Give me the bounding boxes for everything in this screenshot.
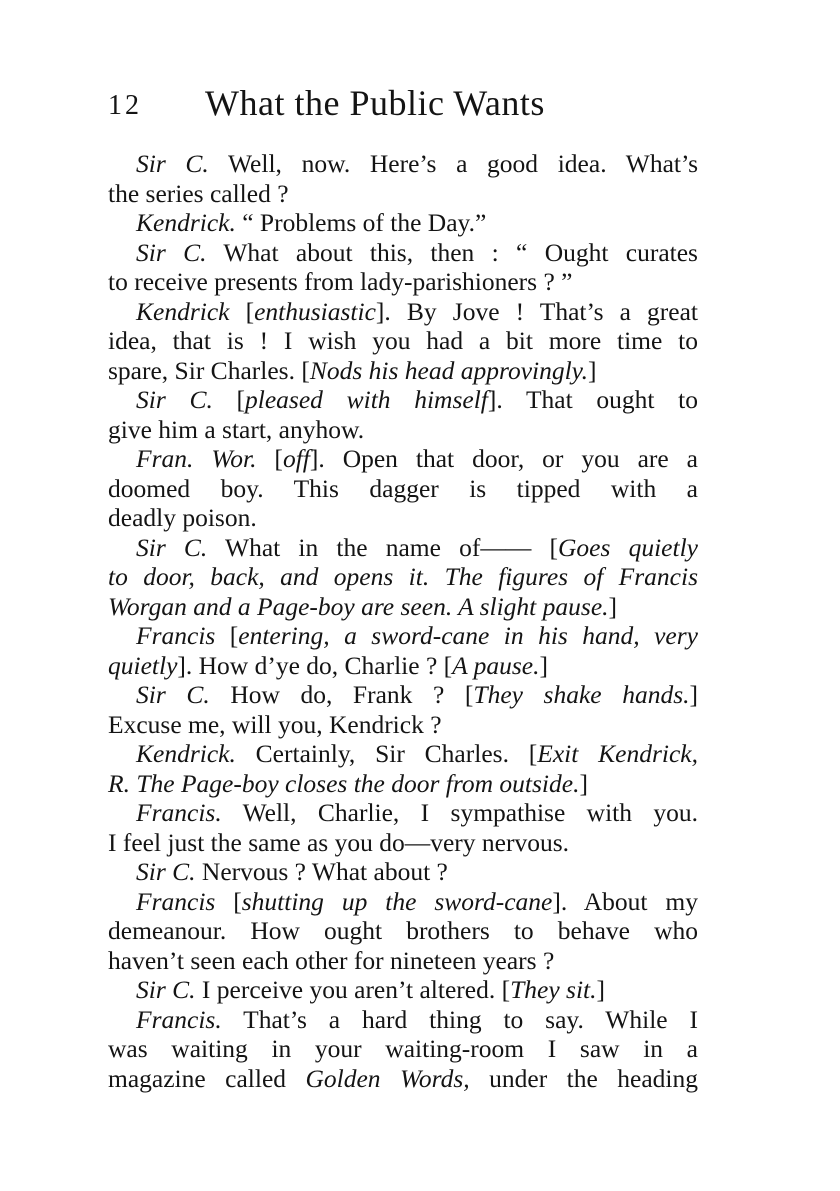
stage-direction: Worgan and a Page-boy are seen. A slight pause. [108, 591, 609, 621]
text-line [108, 208, 698, 238]
stage-direction: entering, a sword-cane in his hand, very [238, 621, 698, 650]
dialogue-text: under the heading [469, 1063, 698, 1093]
dialogue-text: give him a start, anyhow. [108, 414, 365, 444]
speaker-name: Francis [136, 886, 216, 916]
dialogue-text: deadly poison. [108, 503, 257, 532]
dialogue-text: ] [539, 650, 548, 680]
text-line [108, 769, 698, 799]
text-line [108, 798, 698, 828]
speaker-name: Sir C. [136, 149, 209, 178]
dialogue-text: ]. That ought to [487, 385, 698, 414]
text-line [108, 857, 698, 887]
speaker-name: Kendrick. [136, 739, 236, 768]
text-line [108, 1064, 698, 1094]
dialogue-text: to receive presents from lady-parishioners ? ” [108, 267, 573, 296]
text-line [108, 828, 698, 858]
text-line [108, 149, 698, 179]
speaker-name: Sir C. [136, 385, 213, 414]
dialogue-text: ]. Open that door, or you are a [309, 444, 698, 473]
dialogue-text: idea, that is ! I wish you had a bit more time to [108, 326, 698, 355]
text-line [108, 267, 698, 297]
dialogue-text: [ [215, 621, 239, 650]
dialogue-text: I feel just the same as you do—very nervous. [108, 827, 570, 857]
stage-direction: to door, back, and opens it. The figures of Francis [108, 562, 698, 591]
speaker-name: Sir C. [136, 857, 196, 886]
text-line [108, 739, 698, 769]
dialogue-text: [ [256, 444, 283, 473]
speaker-name: Kendrick [136, 296, 230, 326]
stage-direction: Exit Kendrick, [537, 739, 698, 768]
text-line [108, 651, 698, 681]
text-line [108, 562, 698, 592]
dialogue-text: was waiting in your waiting-room I saw in a [108, 1034, 698, 1063]
dialogue-text: spare, Sir Charles. [ [108, 355, 310, 385]
dialogue-text: [ [215, 886, 242, 916]
dialogue-text: doomed boy. This dagger is tipped with a [108, 473, 698, 503]
text-line [108, 680, 698, 710]
dialogue-text: ] [579, 768, 588, 798]
speaker-name: Sir C. [136, 680, 210, 709]
dialogue-text: [ [212, 385, 246, 414]
text-line [108, 326, 698, 356]
speaker-name: Sir C. [136, 237, 207, 267]
dialogue-text: magazine called [108, 1063, 306, 1093]
text-line [108, 1034, 698, 1064]
dialogue-text: demeanour. How ought brothers to behave who [108, 916, 698, 945]
dialogue-text: ] [587, 355, 597, 385]
running-head: What the Public Wants [205, 83, 545, 123]
dialogue-text: ]. How d’ye do, Charlie ? [ [177, 650, 453, 680]
stage-direction: They sit. [510, 975, 597, 1004]
text-line [108, 975, 698, 1005]
text-line [108, 533, 698, 563]
dialogue-text: I perceive you aren’t altered. [ [195, 975, 511, 1004]
text-line [108, 415, 698, 445]
text-line [108, 887, 698, 917]
dialogue-text: ]. By Jove ! That’s a great [375, 296, 698, 326]
page-header [108, 82, 708, 126]
dialogue-text: Well, now. Here’s a good idea. What’s [208, 149, 698, 178]
stage-direction: They shake hands. [473, 680, 690, 709]
stage-direction: shutting up the sword-cane [241, 886, 553, 916]
text-line [108, 474, 698, 504]
dialogue-text: Excuse me, will you, Kendrick ? [108, 709, 442, 739]
stage-direction: Nods his head approvingly. [309, 355, 588, 385]
text-line [108, 503, 698, 533]
stage-direction: enthusiastic [254, 296, 376, 326]
speaker-name: Francis. [136, 1004, 222, 1034]
stage-direction: R. The Page-boy closes the door from outside. [108, 768, 580, 798]
dialogue-text: Nervous ? What about ? [195, 857, 448, 886]
text-line [108, 1005, 698, 1035]
text-line [108, 621, 698, 651]
stage-direction: pleased with himself [245, 385, 488, 414]
text-line [108, 916, 698, 946]
text-line [108, 946, 698, 976]
dialogue-text: Well, Charlie, I sympathise with you. [221, 798, 698, 827]
speaker-name: Francis [136, 621, 216, 650]
text-line [108, 238, 698, 268]
text-line [108, 592, 698, 622]
stage-direction: Golden Words, [305, 1063, 470, 1093]
dialogue-text: “ Problems of the Day.” [235, 208, 487, 237]
dialogue-text: haven’t seen each other for nineteen years ? [108, 945, 555, 975]
stage-direction: quietly [108, 650, 178, 680]
dialogue-text: ]. About my [552, 886, 699, 916]
dialogue-text: Certainly, Sir Charles. [ [235, 739, 538, 768]
stage-direction: off [282, 444, 310, 473]
dialogue-text: That’s a hard thing to say. While I [221, 1004, 698, 1034]
dialogue-text: [ [229, 296, 255, 326]
stage-direction: Goes quietly [558, 532, 698, 562]
speaker-name: Francis. [136, 798, 222, 827]
page-number: 12 [108, 90, 142, 121]
speaker-name: Fran. Wor. [136, 444, 257, 473]
dialogue-text: What about this, then : “ Ought curates [206, 237, 698, 267]
text-line [108, 297, 698, 327]
dialogue-text: ] [689, 680, 698, 709]
speaker-name: Kendrick. [136, 208, 236, 237]
speaker-name: Sir C. [136, 532, 208, 562]
dialogue-text: ] [596, 975, 606, 1004]
dialogue-text: ] [608, 591, 618, 621]
play-text-body [108, 149, 698, 1093]
text-line [108, 710, 698, 740]
stage-direction: A pause. [452, 650, 540, 680]
text-line [108, 356, 698, 386]
text-line [108, 179, 698, 209]
dialogue-text: the series called ? [108, 178, 289, 208]
speaker-name: Sir C. [136, 975, 196, 1004]
dialogue-text: What in the name of—— [ [207, 532, 559, 562]
dialogue-text: How do, Frank ? [ [209, 680, 474, 709]
text-line [108, 444, 698, 474]
text-line [108, 385, 698, 415]
